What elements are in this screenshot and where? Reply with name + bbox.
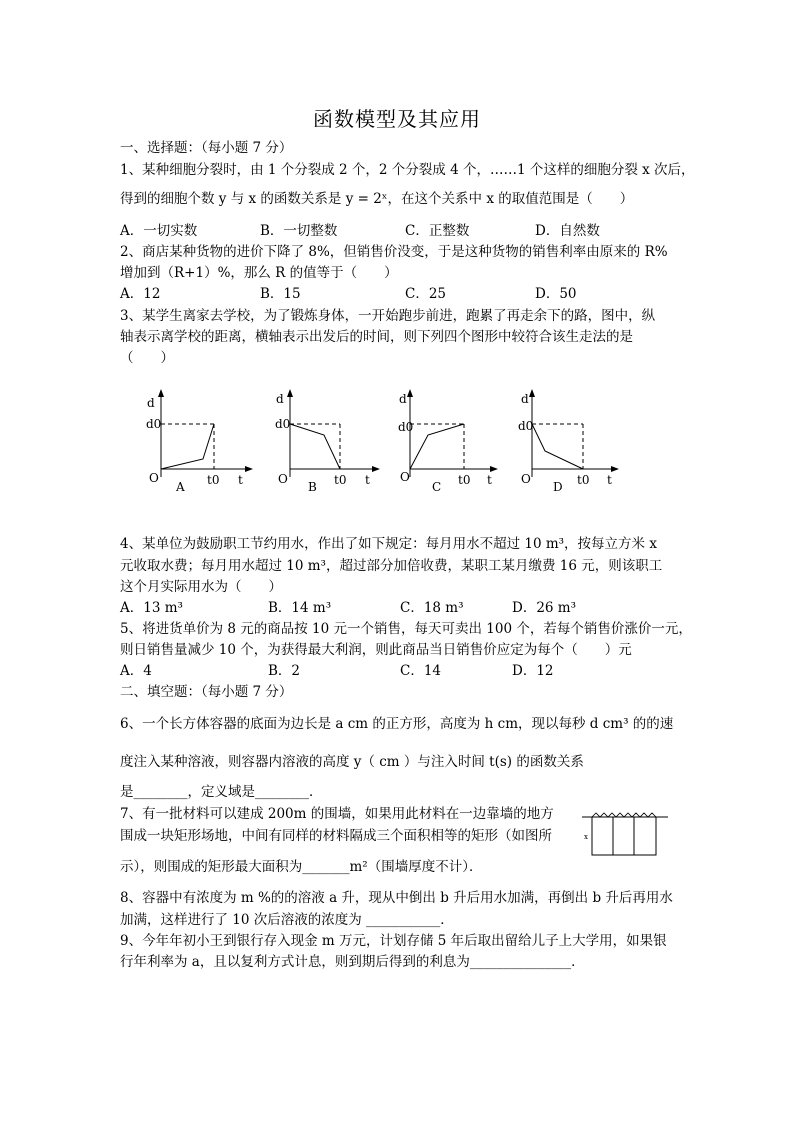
origin-label: O <box>400 470 410 484</box>
question-3-line-1: 3、某学生离家去学校，为了锻炼身体，一开始跑步前进，跑累了再走余下的路，图中，纵 <box>120 308 656 324</box>
option-c[interactable]: C．18 m³ <box>400 600 464 616</box>
option-a[interactable]: A．一切实数 <box>120 223 198 239</box>
graph-label: A <box>176 480 185 494</box>
option-d[interactable]: D．50 <box>535 286 577 302</box>
option-c[interactable]: C．正整数 <box>405 223 470 239</box>
option-c[interactable]: C．14 <box>400 663 442 679</box>
question-7-line-2: 围成一块矩形场地，中间有同样的材料隔成三个面积相等的矩形（如图所 <box>120 828 552 844</box>
option-c[interactable]: C．25 <box>405 286 447 302</box>
question-6-line-2: 度注入某种溶液，则容器内溶液的高度 y（ cm ）与注入时间 t(s) 的函数关系 <box>120 754 584 770</box>
graph-b[interactable] <box>272 385 382 495</box>
question-5-line-1: 5、将进货单价为 8 元的商品按 10 元一个销售，每天可卖出 100 个，若每个销售价涨价一元， <box>120 621 692 637</box>
question-2-line-1: 2、商店某种货物的进价下降了 8%，但销售价没变，于是这种货物的销售利率由原来的 R% <box>120 244 668 260</box>
question-1-line-2: 得到的细胞个数 y 与 x 的函数关系是 y = 2ˣ，在这个关系中 x 的取值范围是（ ） <box>120 191 634 207</box>
fence-x-label: x <box>584 833 588 841</box>
question-4-line-2: 元收取水费；每月用水超过 10 m³，超过部分加倍收费，某职工某月缴费 16 元，则该职工 <box>120 558 663 574</box>
graph-c[interactable] <box>398 385 508 495</box>
y-axis-label: d <box>399 392 407 406</box>
t0-label: t0 <box>334 473 347 487</box>
option-d[interactable]: D．12 <box>512 663 554 679</box>
question-8-line-2: 加满，这样进行了 10 次后溶液的浓度为 ___________． <box>120 912 454 928</box>
d0-label: d0 <box>518 419 534 433</box>
question-4-line-3: 这个月实际用水为（ ） <box>120 579 282 595</box>
d0-label: d0 <box>275 417 291 431</box>
option-a[interactable]: A．4 <box>120 663 152 679</box>
graph-label: B <box>308 480 317 494</box>
question-2-line-2: 增加到（R+1）%，那么 R 的值等于（ ） <box>120 265 398 281</box>
question-3-line-2: 轴表示离学校的距离，横轴表示出发后的时间，则下列四个图形中较符合该生走法的是 <box>120 329 633 345</box>
question-7-line-3: 示），则围成的矩形最大面积为_______m²（围墙厚度不计）． <box>120 859 483 875</box>
d0-label: d0 <box>398 420 414 434</box>
option-d[interactable]: D．26 m³ <box>512 600 577 616</box>
question-9-line-1: 9、今年年初小王到银行存入现金 m 万元，计划存储 5 年后取出留给儿子上大学用，如果银 <box>120 933 667 949</box>
question-9-line-2: 行年利率为 a，且以复利方式计息，则到期后得到的利息为_______________． <box>120 954 585 970</box>
question-6-line-1: 6、一个长方体容器的底面为边长是 a cm 的正方形，高度为 h cm，现以每秒 d cm³ 的的速 <box>120 716 674 732</box>
question-8-line-1: 8、容器中有浓度为 m %的的溶液 a 升，现从中倒出 b 升后用水加满，再倒出 b 升后再用水 <box>120 890 673 906</box>
fence-diagram <box>582 807 668 859</box>
option-b[interactable]: B．15 <box>260 286 301 302</box>
question-5-line-2: 则日销售量减少 10 个，为获得最大利润，则此商品当日销售价应定为每个（ ）元 <box>120 642 632 658</box>
option-b[interactable]: B．2 <box>268 663 301 679</box>
option-b[interactable]: B．14 m³ <box>268 600 332 616</box>
question-4-line-1: 4、某单位为鼓励职工节约用水，作出了如下规定：每月用水不超过 10 m³，按每立方米 x <box>120 536 657 552</box>
x-axis-label: t <box>238 473 243 487</box>
x-axis-label: t <box>487 473 492 487</box>
origin-label: O <box>521 472 531 486</box>
option-b[interactable]: B．一切整数 <box>260 223 338 239</box>
section-heading-fill: 二、填空题：（每小题 7 分） <box>120 684 293 700</box>
graph-a[interactable] <box>145 385 255 495</box>
y-axis-label: d <box>276 392 284 406</box>
t0-label: t0 <box>577 473 590 487</box>
option-d[interactable]: D．自然数 <box>535 223 600 239</box>
question-3-line-3: （ ） <box>120 350 174 366</box>
section-heading-choice: 一、选择题：（每小题 7 分） <box>120 140 293 156</box>
graph-d[interactable] <box>515 385 625 495</box>
t0-label: t0 <box>458 473 471 487</box>
t0-label: t0 <box>207 473 220 487</box>
option-a[interactable]: A．12 <box>120 286 161 302</box>
graph-label: C <box>432 480 442 494</box>
graph-label: D <box>553 480 563 494</box>
page-title: 函数模型及其应用 <box>313 107 481 131</box>
y-axis-label: d <box>521 392 529 406</box>
origin-label: O <box>149 471 159 485</box>
x-axis-label: t <box>607 473 612 487</box>
d0-label: d0 <box>146 417 162 431</box>
origin-label: O <box>278 472 288 486</box>
question-1-line-1: 1、某种细胞分裂时，由 1 个分裂成 2 个，2 个分裂成 4 个，……1 个这样的细胞分裂 x 次后， <box>120 162 695 178</box>
y-axis-label: d <box>147 396 155 410</box>
question-7-line-1: 7、有一批材料可以建成 200m 的围墙，如果用此材料在一边靠墙的地方 <box>120 806 554 822</box>
x-axis-label: t <box>365 473 370 487</box>
question-6-line-3: 是________，定义域是________． <box>120 784 323 800</box>
option-a[interactable]: A．13 m³ <box>120 600 183 616</box>
